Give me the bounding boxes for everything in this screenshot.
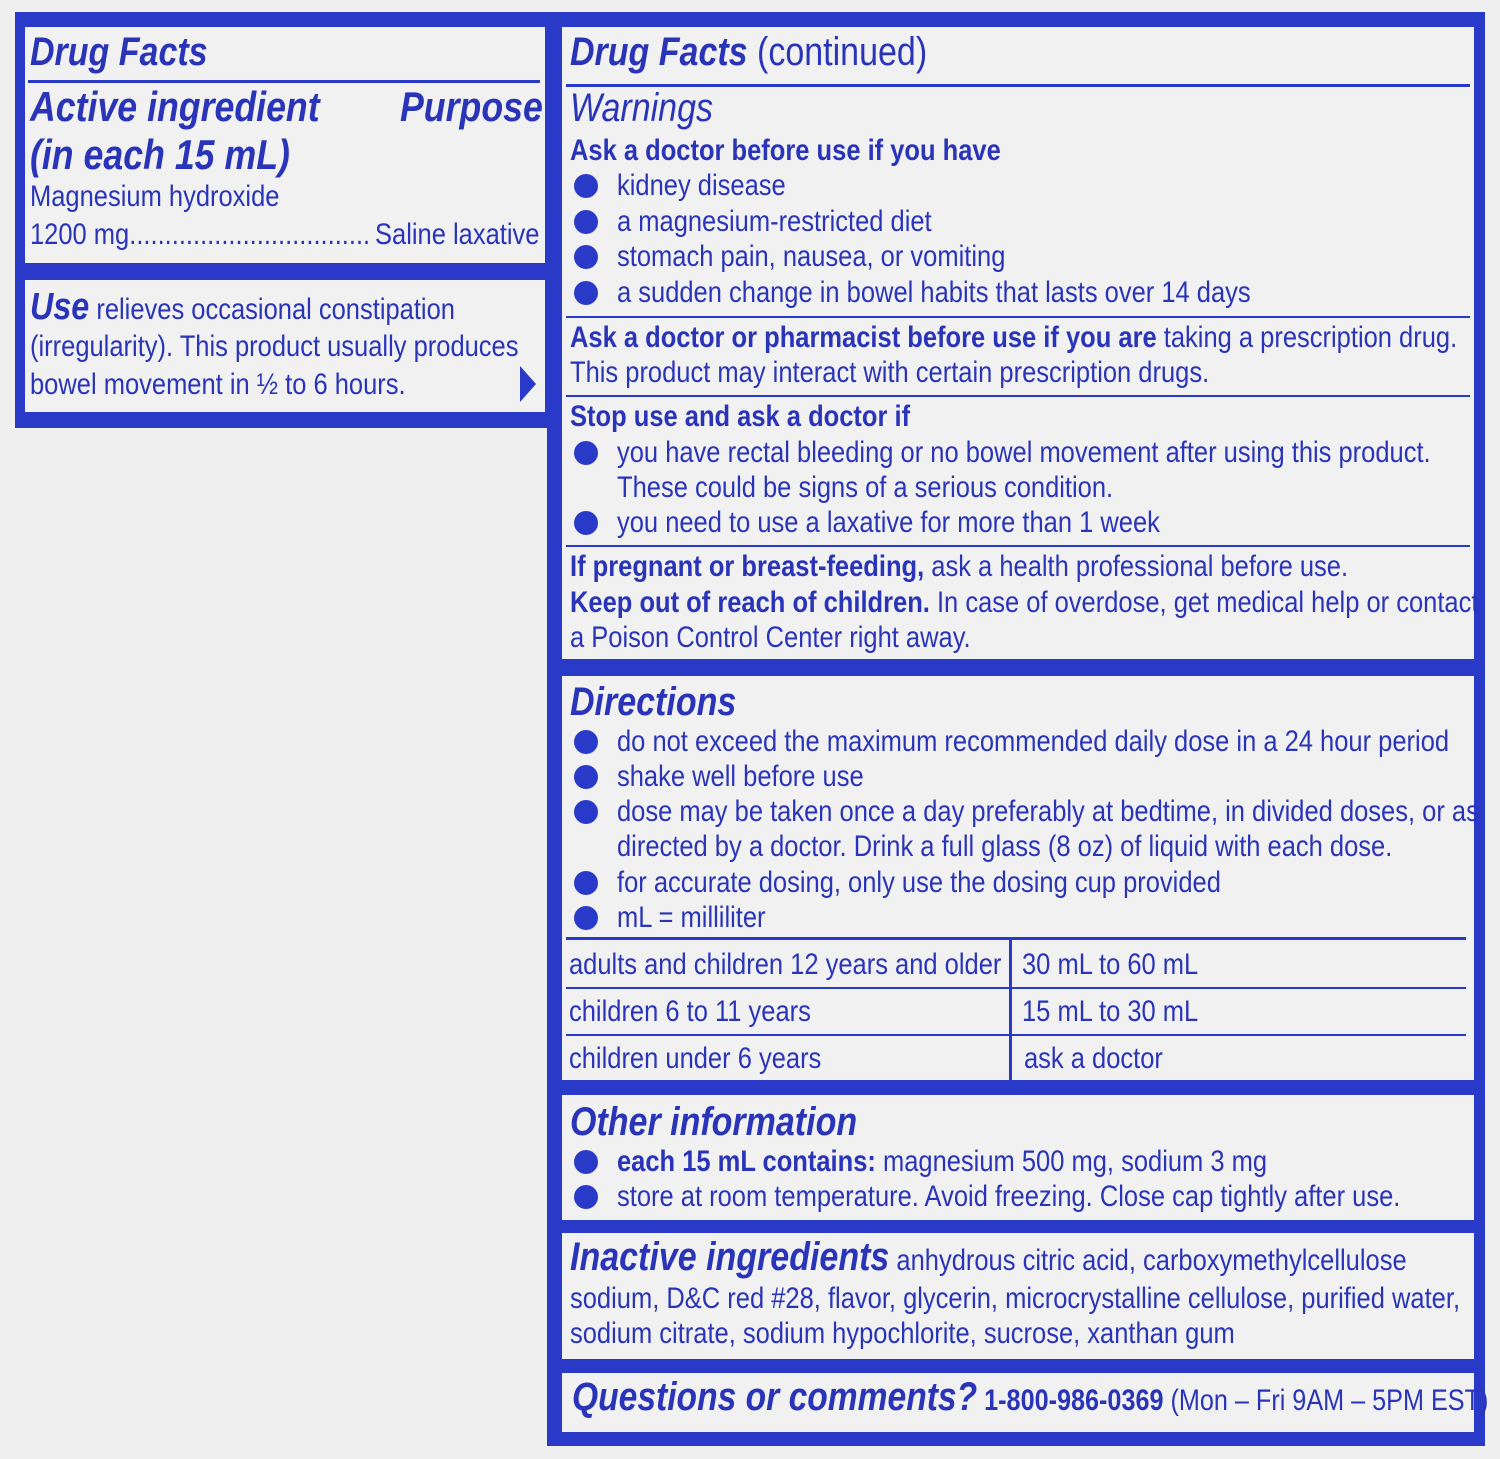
pharmacist-line-1 xyxy=(570,321,1457,355)
stop-use-heading: Stop use and ask a doctor if xyxy=(570,400,911,433)
warnings-divider xyxy=(566,545,1470,547)
dosage-row-divider xyxy=(566,1034,1466,1036)
leader-dots: .................................. xyxy=(129,218,371,251)
inactive-heading: Inactive ingredients xyxy=(570,1235,890,1279)
directions-heading: Directions xyxy=(570,680,737,724)
use-heading: Use xyxy=(30,286,90,328)
bullet-icon xyxy=(574,1150,598,1174)
keep-out-line-2: a Poison Control Center right away. xyxy=(570,621,971,654)
other-info-item xyxy=(617,1145,1267,1179)
active-ingredient-heading: Active ingredient xyxy=(30,83,320,130)
bullet-icon xyxy=(574,174,598,198)
directions-item: mL = milliliter xyxy=(617,901,766,934)
continued-title-bold: Drug Facts xyxy=(570,30,748,74)
use-line-3: bowel movement in ½ to 6 hours. xyxy=(30,368,406,401)
ask-doctor-item: stomach pain, nausea, or vomiting xyxy=(617,240,1006,273)
dosage-age-cell: adults and children 12 years and older xyxy=(569,948,1002,981)
bullet-icon xyxy=(574,441,598,465)
ask-doctor-item: a magnesium-restricted diet xyxy=(617,205,932,238)
ask-doctor-heading: Ask a doctor before use if you have xyxy=(570,134,1001,167)
inactive-line-1-text: anhydrous citric acid, carboxymethylcellulose xyxy=(889,1244,1407,1277)
pregnant-bold: If pregnant or breast-feeding, xyxy=(570,550,925,583)
pregnant-line xyxy=(570,550,1348,584)
bullet-icon xyxy=(574,906,598,930)
questions-line xyxy=(572,1375,1489,1419)
bullet-icon xyxy=(574,800,598,824)
drug-facts-title: Drug Facts xyxy=(30,30,208,74)
dosage-dose-cell: 30 mL to 60 mL xyxy=(1022,948,1199,981)
stop-use-item-continued: These could be signs of a serious condition. xyxy=(617,471,1114,504)
purpose-heading: Purpose xyxy=(400,83,543,130)
warnings-divider xyxy=(566,316,1470,318)
use-text: relieves occasional constipation xyxy=(89,293,455,326)
dosage-row-divider xyxy=(566,987,1466,989)
dosage-dose-cell: ask a doctor xyxy=(1024,1042,1163,1075)
other-info-item-bold: each 15 mL contains: xyxy=(617,1145,876,1178)
continued-title xyxy=(570,30,927,74)
keep-out-line-1 xyxy=(570,586,1478,620)
ingredient-name: Magnesium hydroxide xyxy=(30,180,280,213)
directions-item: shake well before use xyxy=(617,760,864,793)
use-line-2: (irregularity). This product usually produces xyxy=(30,330,519,363)
dosage-age-cell: children under 6 years xyxy=(569,1042,822,1075)
bullet-icon xyxy=(574,1185,598,1209)
support-hours: (Mon – Fri 9AM – 5PM EST) xyxy=(1163,1384,1489,1417)
phone-number[interactable]: 1-800-986-0369 xyxy=(977,1384,1164,1417)
bullet-icon xyxy=(574,210,598,234)
inactive-line-1 xyxy=(570,1235,1407,1279)
ask-doctor-item: kidney disease xyxy=(617,169,786,202)
bullet-icon xyxy=(574,871,598,895)
inactive-line-2: sodium, D&C red #28, flavor, glycerin, microcrystalline cellulose, purified water, xyxy=(570,1282,1461,1315)
pharmacist-line-2: This product may interact with certain prescription drugs. xyxy=(570,356,1210,389)
bullet-icon xyxy=(574,281,598,305)
bullet-icon xyxy=(574,730,598,754)
stop-use-item: you need to use a laxative for more than 1 week xyxy=(617,506,1160,539)
ingredient-purpose: Saline laxative xyxy=(375,218,540,251)
stop-use-item: you have rectal bleeding or no bowel movement after using this product. xyxy=(617,436,1431,469)
dosage-table-column-divider xyxy=(1009,939,1012,1082)
active-ingredient-subheading: (in each 15 mL) xyxy=(30,131,290,178)
ingredient-amount-value: 1200 mg xyxy=(30,218,130,251)
ask-doctor-item: a sudden change in bowel habits that lasts over 14 days xyxy=(617,276,1251,309)
warnings-divider xyxy=(566,395,1470,397)
inactive-line-3: sodium citrate, sodium hypochlorite, sucrose, xanthan gum xyxy=(570,1317,1235,1350)
pharmacist-bold: Ask a doctor or pharmacist before use if you are xyxy=(570,321,1157,354)
questions-heading: Questions or comments? xyxy=(572,1375,978,1419)
bullet-icon xyxy=(574,765,598,789)
other-info-heading: Other information xyxy=(570,1100,858,1144)
other-info-item-rest: magnesium 500 mg, sodium 3 mg xyxy=(875,1145,1268,1178)
other-info-item: store at room temperature. Avoid freezing. Close cap tightly after use. xyxy=(617,1180,1401,1213)
bullet-icon xyxy=(574,245,598,269)
pharmacist-rest: taking a prescription drug. xyxy=(1156,321,1458,354)
directions-item-continued: directed by a doctor. Drink a full glass (8 oz) of liquid with each dose. xyxy=(617,830,1393,863)
use-line-1 xyxy=(30,286,455,328)
right-triangle-icon xyxy=(520,366,536,402)
continued-title-rest: (continued) xyxy=(747,30,928,74)
bullet-icon xyxy=(574,511,598,535)
keep-out-bold: Keep out of reach of children. xyxy=(570,586,930,619)
directions-item: dose may be taken once a day preferably at bedtime, in divided doses, or as xyxy=(617,795,1479,828)
pregnant-rest: ask a health professional before use. xyxy=(924,550,1349,583)
ingredient-amount xyxy=(30,218,370,252)
keep-out-rest: In case of overdose, get medical help or contact xyxy=(929,586,1479,619)
dosage-age-cell: children 6 to 11 years xyxy=(569,995,811,1028)
directions-item: do not exceed the maximum recommended daily dose in a 24 hour period xyxy=(617,725,1450,758)
dosage-dose-cell: 15 mL to 30 mL xyxy=(1022,995,1199,1028)
warnings-heading: Warnings xyxy=(570,86,713,130)
dosage-table-top xyxy=(566,937,1466,940)
directions-item: for accurate dosing, only use the dosing cup provided xyxy=(617,866,1221,899)
